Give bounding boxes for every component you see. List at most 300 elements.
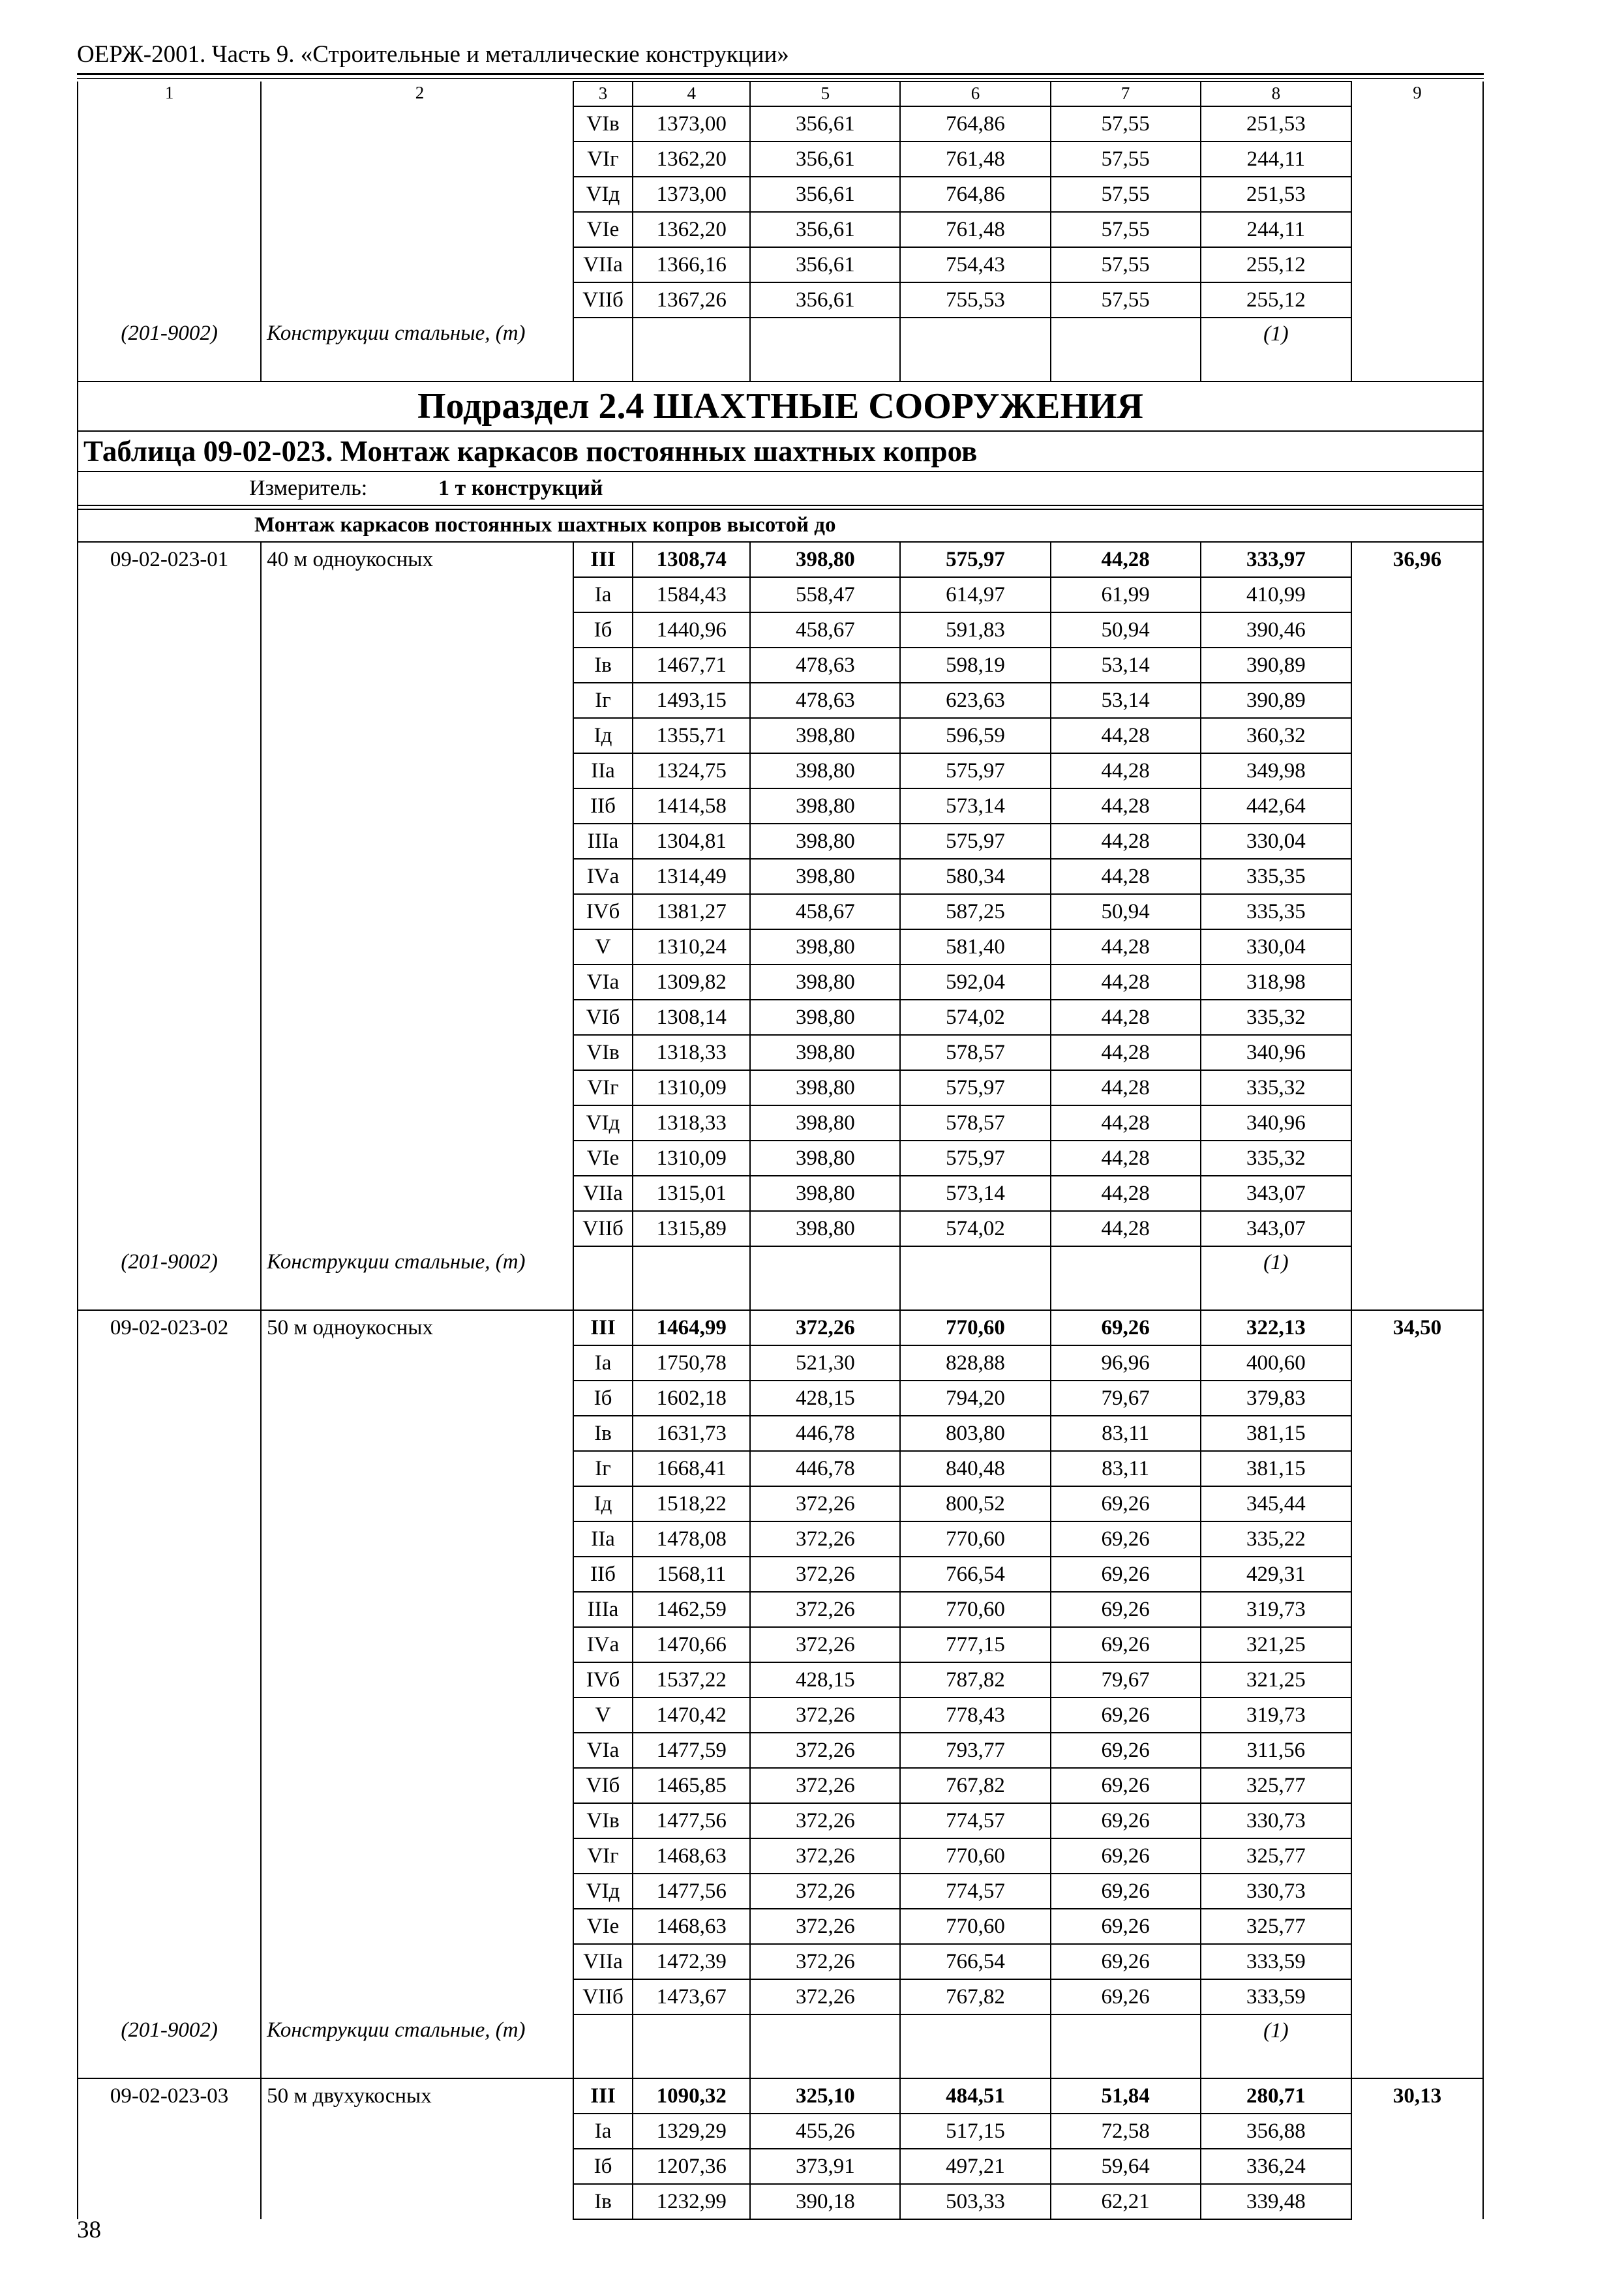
- table-row: [78, 1979, 1483, 2014]
- materials-cell: 321,25: [1201, 1662, 1351, 1698]
- name-cell: [261, 1874, 573, 1909]
- code-cell: [78, 859, 261, 894]
- materials-cell: 319,73: [1201, 1592, 1351, 1627]
- table-row: [78, 177, 1483, 212]
- table-title: Таблица 09-02-023. Монтаж каркасов постоянных шахтных копров: [78, 431, 1483, 471]
- column-number: 9: [1351, 82, 1483, 106]
- machinist-wages-cell: 53,14: [1051, 648, 1201, 683]
- total-cost-cell: 1584,43: [633, 577, 750, 612]
- code-cell: [78, 1874, 261, 1909]
- machinist-wages-cell: 44,28: [1051, 824, 1201, 859]
- machinist-wages-cell: 69,26: [1051, 1627, 1201, 1662]
- machinist-wages-cell: 50,94: [1051, 894, 1201, 929]
- machines-cell: 770,60: [900, 1310, 1050, 1345]
- total-cost-cell: 1468,63: [633, 1909, 750, 1944]
- machines-cell: 598,19: [900, 648, 1050, 683]
- labor-cell: [1351, 1662, 1483, 1698]
- machinist-wages-cell: 79,67: [1051, 1381, 1201, 1416]
- machines-cell: 761,48: [900, 142, 1050, 177]
- zone-cell: VIе: [573, 1909, 633, 1944]
- resource-code: (201-9002): [78, 2014, 261, 2078]
- zone-cell: VIг: [573, 142, 633, 177]
- materials-cell: 343,07: [1201, 1176, 1351, 1211]
- materials-cell: 319,73: [1201, 1698, 1351, 1733]
- labor-cell: [1351, 2149, 1483, 2184]
- wages-cell: 398,80: [750, 1000, 900, 1035]
- name-cell: [261, 824, 573, 859]
- materials-cell: 442,64: [1201, 788, 1351, 824]
- machines-cell: 777,15: [900, 1627, 1050, 1662]
- machinist-wages-cell: 57,55: [1051, 177, 1201, 212]
- name-cell: [261, 1141, 573, 1176]
- labor-cell: [1351, 788, 1483, 824]
- zone-cell: V: [573, 1698, 633, 1733]
- name-cell: [261, 212, 573, 247]
- column-number: 2: [261, 82, 573, 106]
- material-row: [78, 318, 1483, 382]
- table-row: [78, 1592, 1483, 1627]
- zone-cell: Iв: [573, 648, 633, 683]
- total-cost-cell: 1493,15: [633, 683, 750, 718]
- materials-cell: 381,15: [1201, 1416, 1351, 1451]
- zone-cell: VIд: [573, 1105, 633, 1141]
- materials-cell: 330,73: [1201, 1874, 1351, 1909]
- labor-cell: [1351, 1698, 1483, 1733]
- machinist-wages-cell: 69,26: [1051, 1310, 1201, 1345]
- labor-cell: [1351, 177, 1483, 212]
- machines-cell: 573,14: [900, 788, 1050, 824]
- materials-cell: 325,77: [1201, 1768, 1351, 1803]
- name-cell: [261, 106, 573, 142]
- name-cell: [261, 2114, 573, 2149]
- zone-cell: VIIб: [573, 282, 633, 318]
- table-row: [78, 2078, 1483, 2114]
- zone-cell: III: [573, 1310, 633, 1345]
- wages-cell: 398,80: [750, 1105, 900, 1141]
- table-row: [78, 1345, 1483, 1381]
- column-number: 3: [573, 82, 633, 106]
- materials-cell: 379,83: [1201, 1381, 1351, 1416]
- labor-cell: [1351, 1979, 1483, 2014]
- wages-cell: 372,26: [750, 1733, 900, 1768]
- labor-cell: [1351, 1000, 1483, 1035]
- total-cost-cell: 1315,01: [633, 1176, 750, 1211]
- labor-cell: [1351, 859, 1483, 894]
- materials-cell: 251,53: [1201, 106, 1351, 142]
- total-cost-cell: 1324,75: [633, 753, 750, 788]
- materials-cell: 311,56: [1201, 1733, 1351, 1768]
- name-cell: 40 м одноукосных: [261, 542, 573, 577]
- zone-cell: IVа: [573, 1627, 633, 1662]
- zone-cell: Iв: [573, 1416, 633, 1451]
- zone-cell: VIIа: [573, 1944, 633, 1979]
- labor-cell: [1351, 1141, 1483, 1176]
- machines-cell: 774,57: [900, 1803, 1050, 1838]
- wages-cell: 372,26: [750, 1944, 900, 1979]
- zone-cell: VIб: [573, 1768, 633, 1803]
- zone-cell: IIIа: [573, 1592, 633, 1627]
- materials-cell: 280,71: [1201, 2078, 1351, 2114]
- header-rule-thin: [77, 78, 1484, 79]
- name-cell: [261, 1035, 573, 1070]
- wages-cell: 398,80: [750, 542, 900, 577]
- total-cost-cell: 1750,78: [633, 1345, 750, 1381]
- materials-cell: 251,53: [1201, 177, 1351, 212]
- labor-cell: [1351, 648, 1483, 683]
- rates-table: [77, 81, 1484, 2220]
- total-cost-cell: 1314,49: [633, 859, 750, 894]
- machines-cell: 778,43: [900, 1698, 1050, 1733]
- resource-name: Конструкции стальные, (т): [261, 2014, 573, 2078]
- machines-cell: 484,51: [900, 2078, 1050, 2114]
- code-cell: [78, 177, 261, 212]
- table-row: [78, 577, 1483, 612]
- machines-cell: 623,63: [900, 683, 1050, 718]
- machines-cell: 575,97: [900, 1070, 1050, 1105]
- zone-cell: VIа: [573, 1733, 633, 1768]
- labor-cell: [1351, 1874, 1483, 1909]
- total-cost-cell: 1462,59: [633, 1592, 750, 1627]
- table-row: [78, 1211, 1483, 1246]
- total-cost-cell: [633, 2014, 750, 2078]
- code-cell: [78, 2114, 261, 2149]
- code-cell: [78, 1592, 261, 1627]
- wages-cell: 398,80: [750, 1070, 900, 1105]
- zone-cell: IIб: [573, 788, 633, 824]
- table-row: [78, 929, 1483, 965]
- machines-cell: 770,60: [900, 1592, 1050, 1627]
- name-cell: [261, 177, 573, 212]
- code-cell: [78, 1909, 261, 1944]
- code-cell: 09-02-023-02: [78, 1310, 261, 1345]
- name-cell: [261, 1592, 573, 1627]
- machines-cell: 517,15: [900, 2114, 1050, 2149]
- labor-cell: [1351, 142, 1483, 177]
- name-cell: [261, 2149, 573, 2184]
- resource-quantity: (1): [1201, 2014, 1351, 2078]
- rates-table-body: [78, 82, 1483, 2219]
- page-number: 38: [77, 2217, 101, 2243]
- machines-cell: 587,25: [900, 894, 1050, 929]
- machines-cell: 764,86: [900, 177, 1050, 212]
- wages-cell: 356,61: [750, 212, 900, 247]
- total-cost-cell: 1318,33: [633, 1035, 750, 1070]
- wages-cell: 478,63: [750, 683, 900, 718]
- labor-cell: [1351, 1176, 1483, 1211]
- machines-cell: 840,48: [900, 1451, 1050, 1486]
- name-cell: [261, 648, 573, 683]
- table-row: [78, 2114, 1483, 2149]
- machines-cell: 574,02: [900, 1211, 1050, 1246]
- name-cell: [261, 718, 573, 753]
- materials-cell: 360,32: [1201, 718, 1351, 753]
- machines-cell: 575,97: [900, 824, 1050, 859]
- materials-cell: 330,73: [1201, 1803, 1351, 1838]
- code-cell: [78, 212, 261, 247]
- code-cell: [78, 142, 261, 177]
- materials-cell: 325,77: [1201, 1838, 1351, 1874]
- wages-cell: 372,26: [750, 1803, 900, 1838]
- code-cell: [78, 1838, 261, 1874]
- labor-cell: [1351, 1486, 1483, 1521]
- machinist-wages-cell: 44,28: [1051, 965, 1201, 1000]
- header-rule: [77, 73, 1484, 75]
- labor-cell: [1351, 1105, 1483, 1141]
- name-cell: [261, 1979, 573, 2014]
- machinist-wages-cell: 57,55: [1051, 106, 1201, 142]
- name-cell: [261, 1345, 573, 1381]
- code-cell: [78, 1000, 261, 1035]
- resource-code: (201-9002): [78, 1246, 261, 1310]
- code-cell: [78, 2149, 261, 2184]
- name-cell: [261, 282, 573, 318]
- machinist-wages-cell: 44,28: [1051, 1211, 1201, 1246]
- machinist-wages-cell: 44,28: [1051, 788, 1201, 824]
- total-cost-cell: 1470,42: [633, 1698, 750, 1733]
- table-row: [78, 824, 1483, 859]
- table-row: [78, 1486, 1483, 1521]
- labor-cell: [1351, 1070, 1483, 1105]
- code-cell: 09-02-023-01: [78, 542, 261, 577]
- total-cost-cell: 1308,74: [633, 542, 750, 577]
- total-cost-cell: 1468,63: [633, 1838, 750, 1874]
- total-cost-cell: 1473,67: [633, 1979, 750, 2014]
- name-cell: [261, 1803, 573, 1838]
- wages-cell: 398,80: [750, 824, 900, 859]
- column-number: 4: [633, 82, 750, 106]
- materials-cell: 429,31: [1201, 1557, 1351, 1592]
- name-cell: [261, 1909, 573, 1944]
- machines-cell: 767,82: [900, 1979, 1050, 2014]
- materials-cell: 330,04: [1201, 929, 1351, 965]
- machines-cell: 591,83: [900, 612, 1050, 648]
- labor-cell: [1351, 1838, 1483, 1874]
- machinist-wages-cell: 57,55: [1051, 247, 1201, 282]
- wages-cell: 372,26: [750, 1557, 900, 1592]
- wages-cell: [750, 2014, 900, 2078]
- machines-cell: 770,60: [900, 1838, 1050, 1874]
- total-cost-cell: 1477,56: [633, 1874, 750, 1909]
- total-cost-cell: 1373,00: [633, 177, 750, 212]
- total-cost-cell: 1467,71: [633, 648, 750, 683]
- machines-cell: 800,52: [900, 1486, 1050, 1521]
- machinist-wages-cell: 83,11: [1051, 1416, 1201, 1451]
- code-cell: [78, 612, 261, 648]
- materials-cell: 244,11: [1201, 142, 1351, 177]
- materials-cell: 255,12: [1201, 282, 1351, 318]
- labor-cell: [1351, 2184, 1483, 2219]
- name-cell: [261, 1733, 573, 1768]
- section-heading-row: [78, 382, 1483, 431]
- code-cell: [78, 1557, 261, 1592]
- total-cost-cell: 1309,82: [633, 965, 750, 1000]
- machines-cell: 755,53: [900, 282, 1050, 318]
- labor-cell: [1351, 1557, 1483, 1592]
- labor-cell: [1351, 1768, 1483, 1803]
- wages-cell: 446,78: [750, 1451, 900, 1486]
- name-cell: 50 м одноукосных: [261, 1310, 573, 1345]
- zone-cell: Iд: [573, 1486, 633, 1521]
- labor-cell: [1351, 1944, 1483, 1979]
- measure-value: 1 т конструкций: [438, 476, 603, 500]
- machines-cell: 574,02: [900, 1000, 1050, 1035]
- labor-cell: [1351, 753, 1483, 788]
- labor-cell: [1351, 1733, 1483, 1768]
- code-cell: [78, 753, 261, 788]
- machines-cell: 770,60: [900, 1909, 1050, 1944]
- total-cost-cell: 1381,27: [633, 894, 750, 929]
- machinist-wages-cell: 44,28: [1051, 1070, 1201, 1105]
- machines-cell: 761,48: [900, 212, 1050, 247]
- table-row: [78, 718, 1483, 753]
- material-row: [78, 2014, 1483, 2078]
- name-cell: [261, 1070, 573, 1105]
- table-row: [78, 683, 1483, 718]
- labor-cell: 34,50: [1351, 1310, 1483, 1345]
- materials-cell: 335,22: [1201, 1521, 1351, 1557]
- labor-cell: [1351, 1035, 1483, 1070]
- name-cell: [261, 1000, 573, 1035]
- name-cell: [261, 1416, 573, 1451]
- code-cell: [78, 824, 261, 859]
- table-row: [78, 753, 1483, 788]
- section-title: Подраздел 2.4 ШАХТНЫЕ СООРУЖЕНИЯ: [78, 382, 1483, 431]
- code-cell: [78, 106, 261, 142]
- labor-cell: [1351, 282, 1483, 318]
- machines-cell: 770,60: [900, 1521, 1050, 1557]
- code-cell: [78, 1768, 261, 1803]
- table-row: [78, 1662, 1483, 1698]
- labor-cell: [1351, 106, 1483, 142]
- wages-cell: [750, 318, 900, 382]
- total-cost-cell: 1355,71: [633, 718, 750, 753]
- code-cell: [78, 1105, 261, 1141]
- labor-cell: [1351, 824, 1483, 859]
- table-row: [78, 1381, 1483, 1416]
- zone-cell: Iг: [573, 1451, 633, 1486]
- machinist-wages-cell: 96,96: [1051, 1345, 1201, 1381]
- labor-cell: [1351, 1381, 1483, 1416]
- wages-cell: 398,80: [750, 1035, 900, 1070]
- name-cell: [261, 1176, 573, 1211]
- machines-cell: 596,59: [900, 718, 1050, 753]
- table-row: [78, 1176, 1483, 1211]
- name-cell: [261, 753, 573, 788]
- code-cell: [78, 1662, 261, 1698]
- total-cost-cell: 1440,96: [633, 612, 750, 648]
- materials-cell: 343,07: [1201, 1211, 1351, 1246]
- machines-cell: 573,14: [900, 1176, 1050, 1211]
- total-cost-cell: 1207,36: [633, 2149, 750, 2184]
- table-title-row: [78, 431, 1483, 471]
- machines-cell: 766,54: [900, 1557, 1050, 1592]
- table-row: [78, 1803, 1483, 1838]
- code-cell: [78, 1176, 261, 1211]
- total-cost-cell: 1310,09: [633, 1070, 750, 1105]
- machines-cell: 503,33: [900, 2184, 1050, 2219]
- machines-cell: 578,57: [900, 1035, 1050, 1070]
- wages-cell: 398,80: [750, 1176, 900, 1211]
- machinist-wages-cell: 53,14: [1051, 683, 1201, 718]
- code-cell: [78, 1381, 261, 1416]
- subheading-row: [78, 509, 1483, 542]
- resource-name: Конструкции стальные, (т): [261, 1246, 573, 1310]
- total-cost-cell: 1472,39: [633, 1944, 750, 1979]
- name-cell: [261, 142, 573, 177]
- table-row: [78, 859, 1483, 894]
- name-cell: [261, 1698, 573, 1733]
- zone-cell: IIа: [573, 1521, 633, 1557]
- column-number: 7: [1051, 82, 1201, 106]
- machinist-wages-cell: 69,26: [1051, 1838, 1201, 1874]
- machines-cell: [900, 1246, 1050, 1310]
- total-cost-cell: 1310,09: [633, 1141, 750, 1176]
- wages-cell: 356,61: [750, 247, 900, 282]
- machines-cell: 581,40: [900, 929, 1050, 965]
- wages-cell: 398,80: [750, 753, 900, 788]
- materials-cell: 255,12: [1201, 247, 1351, 282]
- machinist-wages-cell: 50,94: [1051, 612, 1201, 648]
- zone-cell: [573, 318, 633, 382]
- code-cell: [78, 894, 261, 929]
- zone-cell: VIб: [573, 1000, 633, 1035]
- labor-cell: [1351, 318, 1483, 382]
- machinist-wages-cell: 69,26: [1051, 1521, 1201, 1557]
- measure-row: [78, 471, 1483, 505]
- wages-cell: 478,63: [750, 648, 900, 683]
- machines-cell: 767,82: [900, 1768, 1050, 1803]
- labor-cell: 30,13: [1351, 2078, 1483, 2114]
- machinist-wages-cell: 44,28: [1051, 753, 1201, 788]
- code-cell: [78, 929, 261, 965]
- machinist-wages-cell: 51,84: [1051, 2078, 1201, 2114]
- table-row: [78, 1557, 1483, 1592]
- wages-cell: 428,15: [750, 1662, 900, 1698]
- labor-cell: [1351, 247, 1483, 282]
- total-cost-cell: 1308,14: [633, 1000, 750, 1035]
- wages-cell: 521,30: [750, 1345, 900, 1381]
- labor-cell: [1351, 1416, 1483, 1451]
- code-cell: [78, 1486, 261, 1521]
- machinist-wages-cell: 44,28: [1051, 718, 1201, 753]
- code-cell: [78, 1211, 261, 1246]
- resource-quantity: (1): [1201, 1246, 1351, 1310]
- zone-cell: Iб: [573, 1381, 633, 1416]
- name-cell: [261, 859, 573, 894]
- materials-cell: 390,46: [1201, 612, 1351, 648]
- materials-cell: 333,97: [1201, 542, 1351, 577]
- zone-cell: VIг: [573, 1070, 633, 1105]
- materials-cell: 340,96: [1201, 1105, 1351, 1141]
- wages-cell: 356,61: [750, 282, 900, 318]
- total-cost-cell: 1362,20: [633, 212, 750, 247]
- name-cell: [261, 1451, 573, 1486]
- labor-cell: [1351, 1627, 1483, 1662]
- total-cost-cell: 1568,11: [633, 1557, 750, 1592]
- zone-cell: VIг: [573, 1838, 633, 1874]
- zone-cell: Iб: [573, 612, 633, 648]
- zone-cell: VIIб: [573, 1979, 633, 2014]
- total-cost-cell: 1465,85: [633, 1768, 750, 1803]
- table-row: [78, 965, 1483, 1000]
- table-row: [78, 1944, 1483, 1979]
- zone-cell: V: [573, 929, 633, 965]
- labor-cell: [1351, 683, 1483, 718]
- total-cost-cell: 1668,41: [633, 1451, 750, 1486]
- total-cost-cell: [633, 1246, 750, 1310]
- machinist-wages-cell: 44,28: [1051, 542, 1201, 577]
- wages-cell: 372,26: [750, 1627, 900, 1662]
